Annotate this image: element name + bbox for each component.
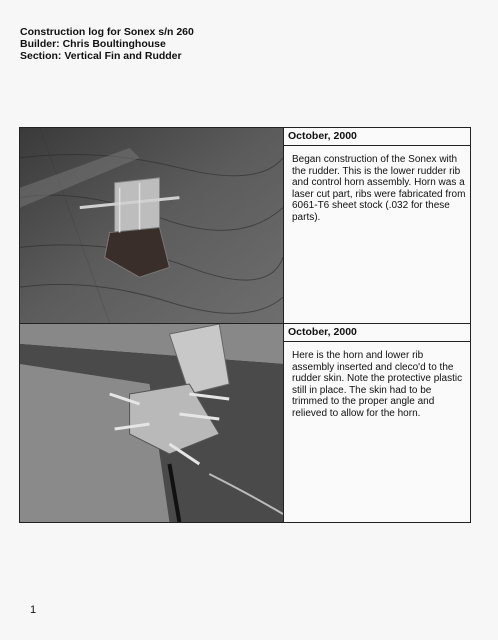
construction-log-table [19,127,471,523]
entry-date: October, 2000 [284,324,470,342]
rudder-rib-horn-photo [20,128,284,323]
entry-description: Began construction of the Sonex with the rudder. This is the lower rudder rib and control horn assembly. Horn was a laser cut part, ribs were fabricated from 6061-T6 sheet stock (.032 for these parts). [292,154,466,223]
page-number: 1 [30,604,37,616]
entry-date: October, 2000 [284,128,470,146]
section-line: Section: Vertical Fin and Rudder [20,50,182,62]
rudder-skin-cleco-photo [20,324,284,522]
builder-line: Builder: Chris Boultinghouse [20,38,166,50]
document-header [20,26,194,62]
log-entry [20,128,470,324]
log-title: Construction log for Sonex s/n 260 [20,26,194,38]
entry-text-cell [284,128,470,323]
entry-description: Here is the horn and lower rib assembly inserted and cleco'd to the rudder skin. Note the protective plastic still in place. The skin had to be trimmed to the proper angle and relieved to allow for the horn. [292,350,463,419]
log-entry [20,324,470,522]
entry-text-cell [284,324,470,522]
